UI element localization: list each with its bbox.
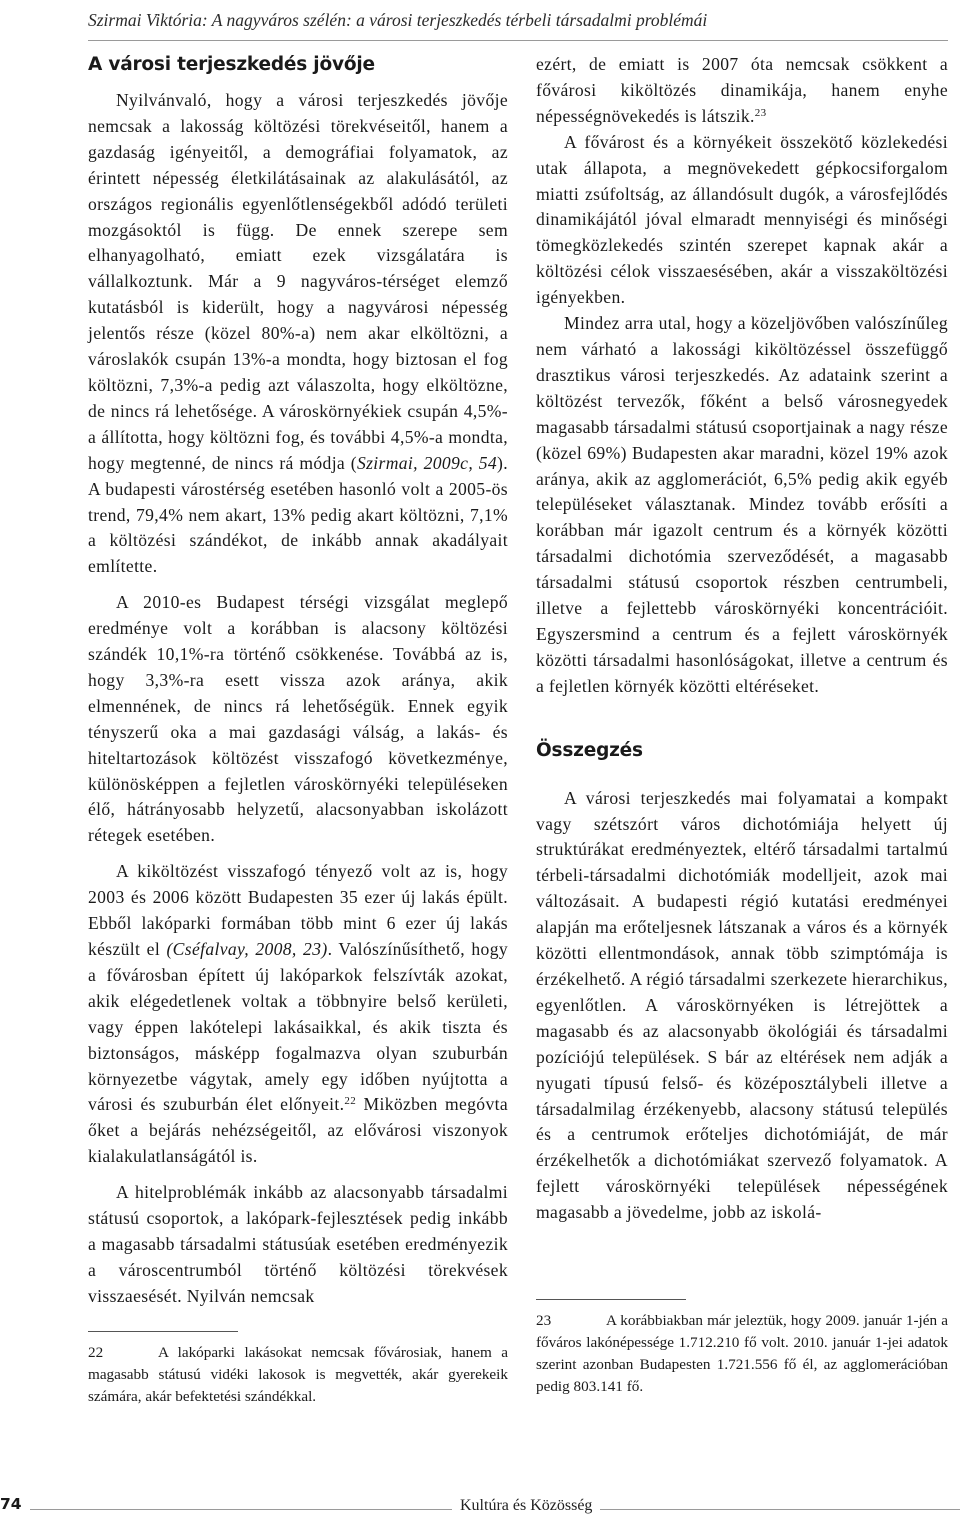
text-run: . Valószínűsíthető, hogy a fővárosban épített új lakóparkok felszívták azokat, akik elégedetlenek voltak a többnyire belső kerületi, vagy éppen lakótelepi lakásaikkal, és akik tiszta és biztonságos, másképp fogalmazva olyan szuburbán környezetbe vágytak, amely egy időben nyújtotta a városi és szuburbán élet előnyeit. (88, 939, 509, 1115)
footnote-22 (88, 1331, 508, 1408)
citation: Szirmai, 2009c, 54 (356, 452, 498, 473)
paragraph-gap (88, 1170, 508, 1180)
paragraph: Mindez arra utal, hogy a közeljövőben valószínűleg nem várható a lakossági kiköltözéssel összefüggő drasztikus városi terjeszkedés. Az adataink szerint a költözést tervezők, főként a belső városnegyedek magasabb társadalmi státusú csoportjainak a nagy része (közel 69%) Budapesten akar maradni, közel 19% azok aránya, akik az agglomerációt, 6,5% pedig akik egyéb településeket választanak. Mindez tovább erősíti a korábban már igazolt centrum és a környék közötti társadalmi dichotómia szerveződését, a magasabb társadalmi státusú csoportok részben centrumbeli, illetve a fejlettebb városkörnyéki koncentrációit. Egyszersmind a centrum és a fejlett városkörnyék közötti társadalmi hasonlóságokat, illetve a centrum és a fejletlen környék közötti eltéréseket. (536, 313, 948, 696)
summary-body-text (536, 786, 948, 1226)
footnote-rule (536, 1299, 686, 1300)
left-column (88, 52, 508, 1310)
footnote-ref-22[interactable]: 22 (344, 1095, 357, 1108)
text-run: Nyilvánvaló, hogy a városi terjeszkedés jövője nemcsak a lakosság költözési törekvéseitől, hanem a gazdaság igényeitől, a demográfiai folyamatok, az érintett népesség életkilátásainak az alakulásától, az országos regionális egyenlőtlenségekből adódó területi mozgásoktól is függ. De ennek szerepe sem elhanyagolható, emiatt ezek vizsgálatára is vállalkoztunk. Már a 9 nagyváros-térséget elemző kutatásból is kiderült, hogy a nagyvárosi népesség jelentős része (közel 80%-a) nem akar elköltözni, a városlakók csupán 13%-a mondta, hogy biztosan el fog költözni, 7,3%-a pedig azt válaszolta, hogy elköltözne, de nincs rá lehetősége. A városkörnyékiek csupán 4,5%-a állította, hogy költözni fog, és további 4,5%-a mondta, hogy megtenné, de nincs rá módja ( (88, 90, 508, 473)
paragraph-gap (88, 849, 508, 859)
footnote-23 (536, 1299, 948, 1398)
footnote-number: 22 (88, 1344, 104, 1361)
right-column (536, 52, 948, 1226)
footnote-number: 23 (536, 1312, 552, 1329)
paragraph: A hitelproblémák inkább az alacsonyabb társadalmi státusú csoportok, a lakópark-fejlesztések pedig inkább a magasabb társadalmi státusúak esetében eredményezik a városcentrumból történő költözési törekvések visszaesését. Nyilván nemcsak (88, 1182, 508, 1306)
paragraph-gap (88, 580, 508, 590)
text-run: Miközben megóvta őket a bejárás nehézségeitől, az elővárosi viszonyok kialakulatlanságától is. (88, 1094, 508, 1167)
section-heading-summary: Összegzés (536, 739, 643, 761)
left-body-text (88, 88, 508, 1310)
paragraph (536, 52, 948, 130)
text-run: ezért, de emiatt is 2007 óta nemcsak csökkent a fővárosi kiköltözés dinamikája, hanem enyhe népességnövekedés is látszik. (536, 54, 948, 126)
paragraph (88, 88, 508, 580)
paragraph (88, 859, 508, 1170)
footnote-rule (88, 1331, 238, 1332)
paragraph: A 2010-es Budapest térségi vizsgálat meglepő eredménye volt a korábban is alacsony költözési szándék 10,1%-ra történő csökkenése. Továbbá az is, hogy 3,3%-ra esett vissza azok aránya, akik elmennének, de nincs rá lehetőségük. Ennek egyik tényszerű oka a mai gazdasági válság, a lakás- és hiteltartozások költözést visszafogó következménye, különösképpen a fejletlen városkörnyéki településeken élő, hátrányosabb helyzetű, alacsonyabban iskolázott rétegek esetében. (88, 592, 508, 846)
journal-name: Kultúra és Közösség (452, 1497, 600, 1515)
text-run: A kiköltözést visszafogó tényező volt az is, hogy 2003 és 2006 között Budapesten 35 ezer új lakás épült. Ebből lakóparki formában több mint 6 ezer új lakás készült el (88, 861, 508, 959)
text-run: ). A budapesti várostérség esetében hasonló volt a 2005-ös trend, 79,4% nem akart, 13% pedig akart költözni, 7,1% a költözési szándékot, de inkább annak akadályait említette. (88, 452, 508, 577)
text-run: A lakóparki lakásokat nemcsak fővárosiak, hanem a magasabb státusú vidéki lakosok is megvették, akár gyerekeik számára, akár befektetési szándékkal. (88, 1344, 508, 1405)
right-body-text (536, 52, 948, 700)
paragraph: A fővárost és a környékeit összekötő közlekedési utak állapota, a megnövekedett gépkocsiforgalom miatti zsúfoltság, az állandósult dugók, a városfejlődés dinamikájától jóval elmaradt mennyiségi és minőségi tömegközlekedés szintén szerepet kapnak akár a költözési célok visszaesésében, akár a visszaköltözési igényekben. (536, 131, 948, 308)
page-footer (0, 1493, 960, 1523)
paragraph: A városi terjeszkedés mai folyamatai a kompakt vagy szétszórt város dichotómiája helyett új struktúrákat eredményeztek, eltérő társadalmi tartalmú térbeli-társadalmi dichotómiák modelljeit, azok mai változásait. A budapesti régió kutatási eredményei alapján ma erőteljesnek látszanak a város és a környék közötti ellentmondások, annak több szimptómája is érzékelhető. A régió társadalmi szerkezete hierarchikus, egyenlőtlen. A városkörnyéken is létrejöttek a magasabb és az alacsonyabb ökológiái és társadalmi pozíciójú települések. S bár az eltérések nem adják a nyugati típusú felső- és középosztálybeli illetve a társadalmilag érzékenyebb, alacsony státusú település és a centrumok erőteljes dichotómiáját, de már érzékelhetők a dichotómiákat szervező folyamatok. A fejlett városkörnyéki települések népességének magasabb a jövedelme, jobb az iskolá- (536, 787, 948, 1223)
footnote-ref-23[interactable]: 23 (754, 106, 767, 119)
page-number: 74 (0, 1495, 30, 1513)
text-run: A korábbiakban már jeleztük, hogy 2009. január 1-jén a főváros lakónépessége 1.712.210 fő volt. 2010. január 1-jei adatok szerint azonban Budapesten 1.721.556 fő él, az agglomerációban pedig 803.141 fő. (536, 1312, 948, 1395)
running-title: Szirmai Viktória: A nagyváros szélén: a városi terjeszkedés térbeli társadalmi problémái (88, 0, 948, 41)
footnote-text (536, 1310, 948, 1398)
section-heading-future: A városi terjeszkedés jövője (88, 54, 375, 75)
citation: (Cséfalvay, 2008, 23) (166, 939, 328, 959)
footnote-text (88, 1342, 508, 1408)
